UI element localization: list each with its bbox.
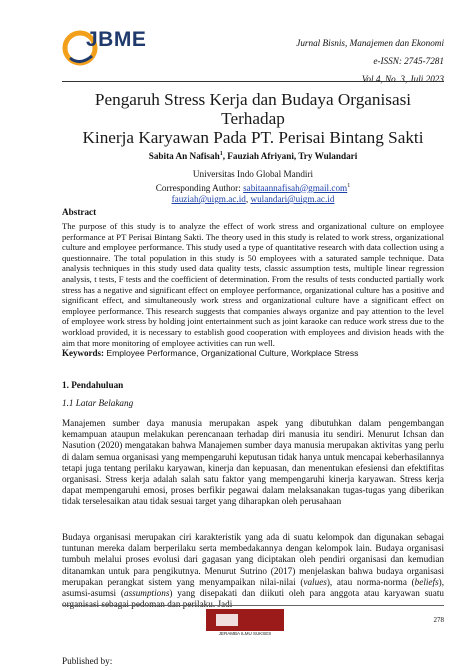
journal-logo-text: JBME xyxy=(86,28,147,51)
journal-issn: e-ISSN: 2745-7281 xyxy=(373,56,444,66)
para2-part-c: ), asumsi-asumsi ( xyxy=(62,576,444,599)
corresponding-author-line xyxy=(62,181,444,195)
page-header xyxy=(0,0,474,84)
subsection-heading: 1.1 Latar Belakang xyxy=(62,398,134,408)
footer-divider xyxy=(62,605,444,606)
para2-part-a: Budaya organisasi merupakan ciri karakteristik yang ada di suatu kelompok dan digunakan sebagai tuntunan mereka dalam berperilaku serta membedakannya dengan kelompok lain. Budaya organisasi tumbuh melalui proses evolusi dari gagasan yang diciptakan oleh pendiri organisasi dan kemudian ditanamkan untuk para pengikutnya. Menurut Sutrino (2017) menjelaskan bahwa budaya organisasi merupakan perangkat sistem yang menyampaikan nilai-nilai ( xyxy=(62,532,444,587)
abstract-text: The purpose of this study is to analyze the effect of work stress and organizational culture on employee performance at PT Perisai Bintang Sakti. The theory used in this study is related to work stress, organizational culture and employee performance. This study used a type of quantitative research with data collection using a questionnaire. The total population in this study is 50 employees with a saturated sample technique. Data analysis techniques in this study used data quality tests, classic assumption tests, multiple linear regression analysis, t tests, F tests and the coefficient of determination. From the results of tests conducted partially work stress has a negative and significant effect on employee performance, organizational culture has a positive and significant effect, and simultaneously work stress and organizational culture have a significant effect on employee performance. This research suggests that companies always organize and pay attention to the level of employee work stress by holding joint entertainment such as joint karaoke can reduce work stress due to the workload provided, it is necessary to establish good cooperation with employees and division heads with the aim that more monitoring of employee activities can run well. xyxy=(62,221,444,348)
publisher-logo xyxy=(206,607,284,637)
title-line-2: Kinerja Karyawan Pada PT. Perisai Bintang Sakti xyxy=(82,128,424,147)
affiliation-block xyxy=(62,169,444,206)
abstract-heading: Abstract xyxy=(62,207,97,217)
term-assumptions: assumptions xyxy=(123,588,170,599)
keywords-label: Keywords: xyxy=(62,348,104,358)
para2-part-b: ), atau norma-norma ( xyxy=(326,576,415,587)
corresponding-label: Corresponding Author: xyxy=(155,182,244,193)
author-list xyxy=(62,151,444,161)
institution: Universitas Indo Global Mandiri xyxy=(192,169,314,179)
published-by-label: Published by: xyxy=(62,656,113,666)
term-beliefs: beliefs xyxy=(414,576,439,587)
paper-title xyxy=(62,90,444,147)
email-link-1[interactable]: sabitaannafisah@gmail.com xyxy=(243,182,348,193)
other-authors: , Fauziah Afriyani, Try Wulandari xyxy=(222,151,358,162)
section-heading: 1. Pendahuluan xyxy=(62,380,124,390)
additional-emails xyxy=(62,194,444,206)
para2-part-d: ) yang disepakati dan diikuti oleh para anggota atau karyawan suatu organisasi sebagai pedoman dan perilaku. Jadi xyxy=(62,588,444,610)
email-link-2[interactable]: fauziah@uigm.ac.id xyxy=(171,194,246,205)
email-1-superscript: 1 xyxy=(347,182,351,189)
email-link-3[interactable]: wulandari@uigm.ac.id xyxy=(250,194,335,205)
body-paragraph-1: Manajemen sumber daya manusia merupakan aspek yang dibutuhkan dalam pengembangan kemampuan ataupun melakukan perencanaan terhadap diri manusia itu sendiri. Menurut Ichsan dan Nasution (2020) mengatakan bahwa Manajemen sumber daya manusia merupakan aktivitas yang perlu di dalam semua organisasi yang mempengaruhi keputusan tidak hanya untuk mencapai keberhasilannya tetapi juga tentang perilaku karyawan, kinerja dan kepuasan, dan menentukan efesiensi dan efektifitas organisasi. Stress kerja adalah salah satu faktor yang mempengaruhi kinerja karyawan. Stress kerja dapat mempengaruhi emosi, proses berfikir pegawai dalam melaksanakan tugas-tugas yang diberikan tidak terselesaikan atau tidak sesuai target yang diharapkan oleh perusahaan xyxy=(62,418,444,507)
journal-meta xyxy=(296,34,444,88)
body-paragraph-2 xyxy=(62,532,444,610)
page-number: 278 xyxy=(433,616,444,624)
author-1-superscript: 1 xyxy=(219,151,223,157)
publisher-logo-text: JERAMBA ILMU SUKSES xyxy=(218,631,272,636)
journal-volume: Vol 4, No. 3, Juli 2023 xyxy=(361,74,444,84)
header-divider xyxy=(62,81,444,82)
journal-name: Jurnal Bisnis, Manajemen dan Ekonomi xyxy=(296,38,444,48)
email-separator: , xyxy=(245,194,251,205)
keywords-line xyxy=(62,348,444,358)
author-1: Sabita An Nafisah xyxy=(148,151,220,162)
term-values: values xyxy=(303,576,327,587)
title-line-1: Pengaruh Stress Kerja dan Budaya Organisasi Terhadap xyxy=(94,90,412,128)
keywords-value: Employee Performance, Organizational Culture, Workplace Stress xyxy=(104,348,359,358)
